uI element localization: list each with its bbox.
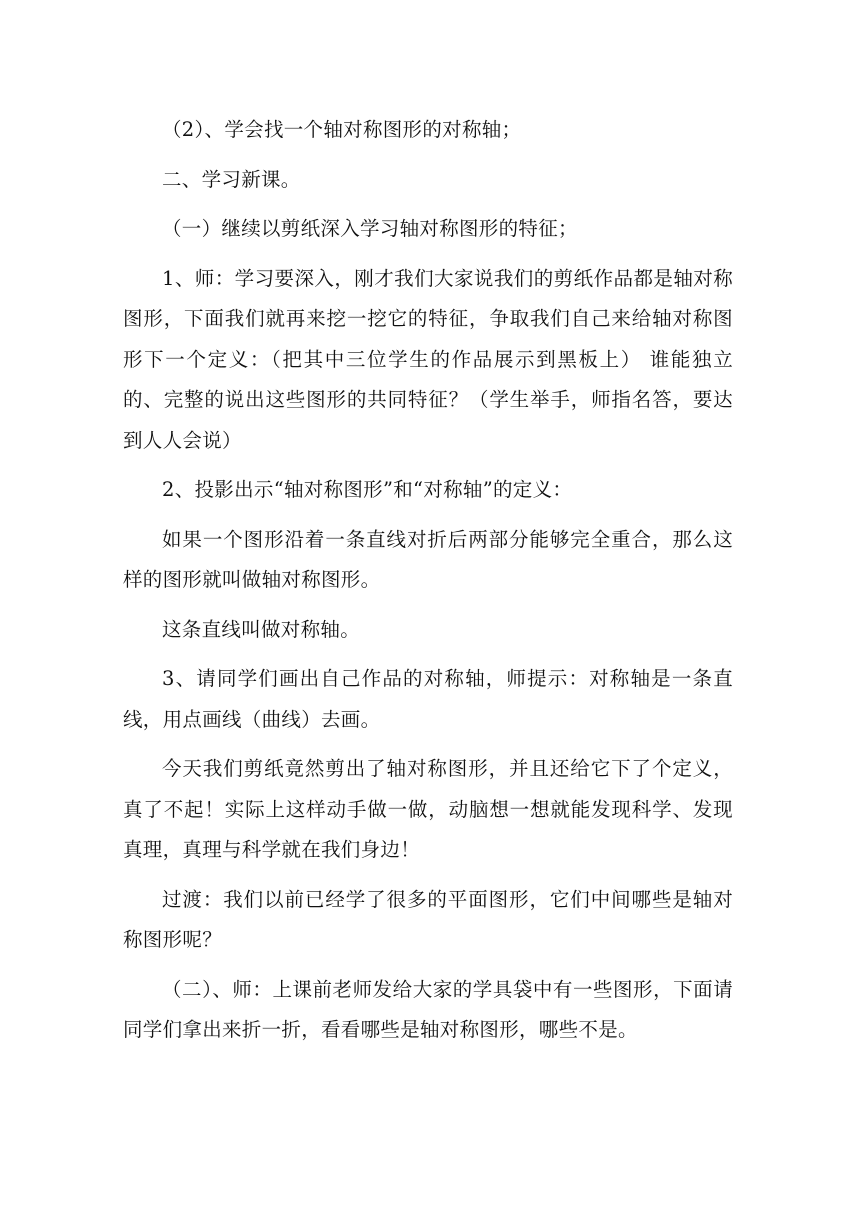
paragraph-step-3: 3、请同学们画出自己作品的对称轴，师提示：对称轴是一条直线，用点画线（曲线）去画。 [123,667,733,731]
paragraph-subsection-2: （二）、师：上课前老师发给大家的学具袋中有一些图形，下面请同学们拿出来折一折，看看哪些是轴对称图形，哪些不是。 [123,977,733,1041]
document-body [123,110,733,1060]
paragraph-transition: 过渡：我们以前已经学了很多的平面图形，它们中间哪些是轴对称图形呢？ [123,887,733,951]
paragraph-section-new-lesson: 二、学习新课。 [162,167,301,191]
paragraph-objective-2: （2）、学会找一个轴对称图形的对称轴； [162,118,522,141]
paragraph-definition-axis: 这条直线叫做对称轴。 [162,617,361,641]
paragraph-subsection-1: （一）继续以剪纸深入学习轴对称图形的特征； [162,217,578,240]
paragraph-step-2: 2、投影出示“轴对称图形”和“对称轴”的定义： [162,478,573,501]
paragraph-step-1: 1、师：学习要深入，刚才我们大家说我们的剪纸作品都是轴对称图形，下面我们就再来挖一挖它的特征，争取我们自己来给轴对称图形下一个定义：（把其中三位学生的作品展示到黑板上） 谁能独立的、完整的说出这些图形的共同特征？（学生举手，师指名答，要达到人人会说） [123,266,733,452]
paragraph-summary: 今天我们剪纸竟然剪出了轴对称图形，并且还给它下了个定义，真了不起！实际上这样动手做一做，动脑想一想就能发现科学、发现真理，真理与科学就在我们身边！ [123,757,733,861]
paragraph-definition-figure: 如果一个图形沿着一条直线对折后两部分能够完全重合，那么这样的图形就叫做轴对称图形。 [123,527,733,591]
